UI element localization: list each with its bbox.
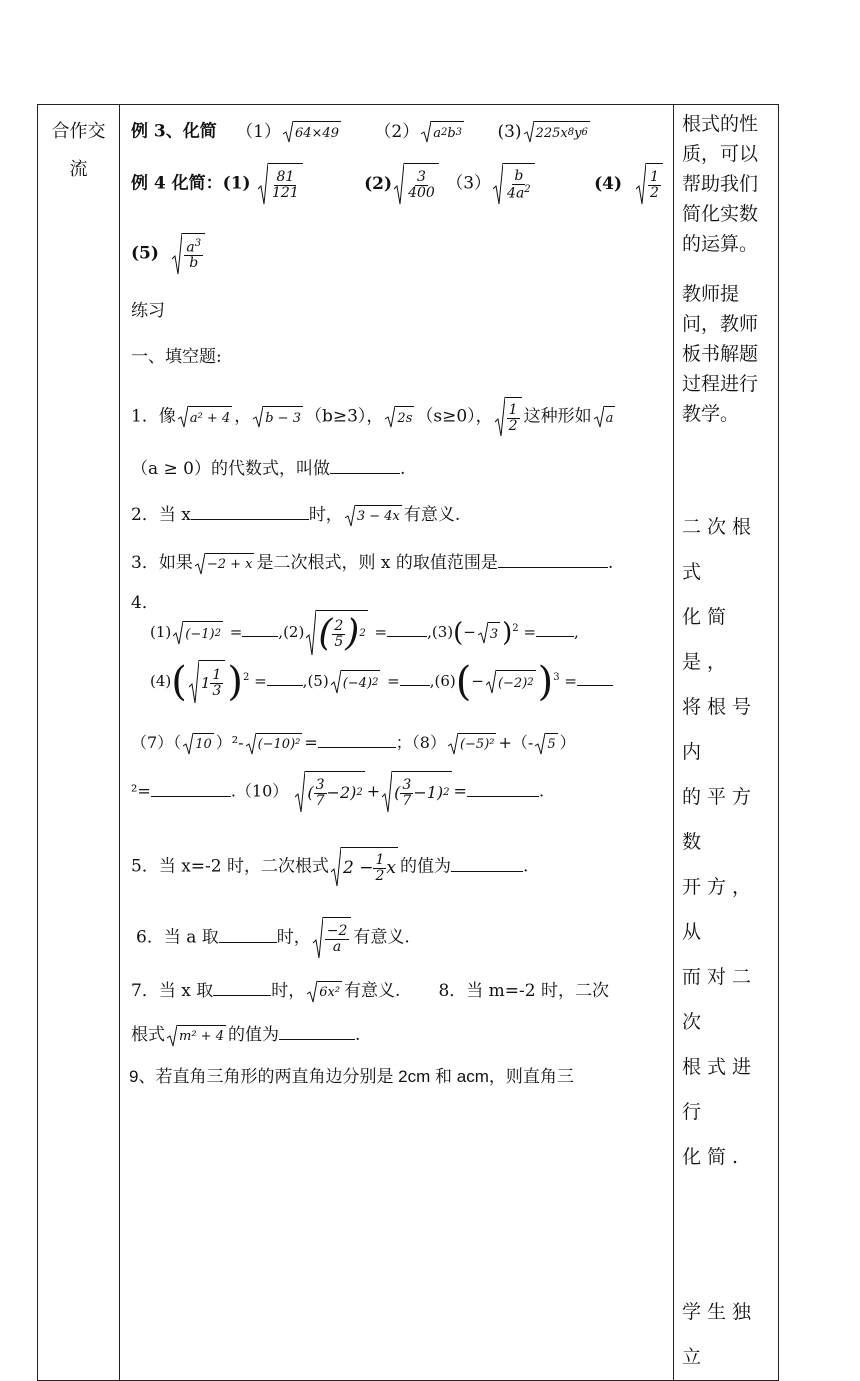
radical: $\frac{1}{2}$: [636, 163, 663, 205]
answer-blank[interactable]: [400, 669, 430, 686]
answer-blank[interactable]: [536, 620, 574, 637]
radical: 2 − $\frac{1}{2}$ x: [331, 847, 398, 887]
question-8-start: 8．当 m=-2 时，二次: [438, 981, 610, 1001]
stage-column: [38, 105, 120, 1381]
example-4-part-5: (5) $\frac{a^3}{b}$: [131, 233, 207, 275]
note-line: 学生独立: [682, 1301, 758, 1368]
radical: (−1) 2: [173, 621, 223, 645]
note-line: 将根号内: [682, 696, 758, 763]
radical: 3 − 4x: [345, 505, 402, 527]
radical: $\frac{-2}{a}$: [313, 917, 352, 959]
note-line: 开方，从: [682, 876, 758, 943]
note-line: 根式进行: [682, 1056, 758, 1123]
answer-blank[interactable]: [498, 551, 608, 568]
radical: 10: [183, 733, 214, 755]
answer-blank[interactable]: [330, 457, 400, 474]
note-line: 的运算。: [682, 233, 759, 255]
content-column: [120, 105, 674, 1381]
question-4-row-1: (1) (−1) 2 = ,(2) ( $\frac{2}{5}$ ) 2 = ,(3)(− 3 )$^2$ = ,: [150, 610, 579, 656]
radical: $\frac{81}{121}$: [258, 163, 303, 205]
note-line: 简化实数: [682, 203, 759, 225]
radical: b − 3: [253, 406, 303, 428]
answer-blank[interactable]: [151, 780, 231, 797]
note-line: 板书解题: [682, 343, 759, 365]
note-student: [682, 1290, 770, 1380]
note-line: 而对二次: [682, 966, 758, 1033]
radical: 5: [535, 733, 557, 755]
radical: $\frac{b}{4a^2}$: [493, 163, 535, 205]
answer-blank[interactable]: [191, 503, 309, 520]
radical: $\frac{a^3}{b}$: [172, 233, 205, 275]
example-4-line: 例 4 化简：(1) $\frac{81}{121}$ (2) $\frac{3}{400}$ （3） $\frac{b}{4a^2}$ (4) $\frac{1}{2}$: [131, 163, 665, 205]
radical: 1 $\frac{1}{3}$: [189, 660, 225, 704]
note-line: 化简.: [682, 1146, 745, 1168]
note-line: 问，教师: [682, 313, 759, 335]
radical: $\frac{3}{400}$: [394, 163, 439, 205]
radical: ( $\frac{3}{7}$ −1) 2: [382, 771, 451, 813]
answer-blank[interactable]: [387, 620, 427, 637]
section-heading: 一、填空题:: [131, 347, 222, 367]
note-line: 二次根式: [682, 516, 758, 583]
question-4-row-2: (4)( 1 $\frac{1}{3}$ )$^2$ = ,(5) (−4) 2 = ,(6)(− (−2) 2 )$^3$ =: [150, 660, 613, 704]
question-7: 7．当 x 取 时， 6x² 有意义. 8．当 m=-2 时，二次: [131, 981, 610, 1001]
note-line: 根式的性: [682, 113, 759, 135]
question-4-item-10: ²= .（10） ( $\frac{3}{7}$ −2) 2 + ( $\frac{3}{7}$ −1) 2 = .: [131, 771, 544, 813]
answer-blank[interactable]: [242, 620, 278, 637]
radical: (−4) 2: [331, 670, 381, 694]
question-5: 5．当 x=-2 时，二次根式 2 − $\frac{1}{2}$ x 的值为 .: [131, 847, 528, 887]
radical: (−5)²: [448, 733, 497, 755]
question-2: 2．当 x 时， 3 − 4x 有意义.: [131, 505, 461, 525]
question-1-line-1: 1．像 a² + 4 ， b − 3 （b≥3）， 2s （s≥0）， $\frac{1}{2}$ 这种形如 a: [131, 397, 617, 437]
question-4-items-7-8: （7）（ 10 ）²- (−10)² = ；（8） (−5)² +（- 5 ）: [131, 731, 576, 755]
note-line: 的平方数: [682, 786, 758, 853]
notes-column: [674, 105, 779, 1381]
question-3: 3．如果 −2 + x 是二次根式，则 x 的取值范围是 .: [131, 553, 614, 573]
example-4-heading: 例 4 化简：(1): [131, 173, 251, 194]
stage-label-line2: 流: [69, 159, 88, 180]
practice-title: 练习: [131, 301, 165, 321]
radical: −2 + x: [195, 553, 255, 575]
answer-blank[interactable]: [451, 855, 523, 872]
radical: (−2) 2: [486, 670, 536, 694]
note-line: 教师提: [682, 283, 740, 305]
answer-blank[interactable]: [467, 780, 539, 797]
note-line: 质，可以: [682, 143, 759, 165]
answer-blank[interactable]: [318, 731, 396, 748]
radical: 2s: [385, 406, 414, 428]
stage-label-line1: 合作交: [51, 121, 106, 142]
example-3-heading: 例 3、化简: [131, 121, 217, 142]
lesson-table: [37, 104, 779, 1381]
radical: ( $\frac{2}{5}$ ) 2: [306, 610, 367, 656]
radical: (−10)²: [246, 733, 303, 755]
note-teacher: [682, 279, 770, 429]
answer-blank[interactable]: [279, 1023, 355, 1040]
note-properties: [682, 109, 770, 259]
radical: $\frac{1}{2}$: [495, 397, 522, 437]
radical: a 2 b 3: [421, 121, 464, 143]
answer-blank[interactable]: [213, 979, 271, 996]
question-6: 6．当 a 取 时， $\frac{-2}{a}$ 有意义.: [136, 917, 410, 959]
note-line: 化简是，: [682, 606, 733, 673]
radical: 3: [478, 622, 500, 644]
answer-blank[interactable]: [219, 926, 277, 943]
example-3-line: 例 3、化简 （1） 64×49 （2） a 2 b 3 (3) 225x 8 y 6: [131, 121, 588, 142]
question-9: 9、若直角三角形的两直角边分别是 2cm 和 acm，则直角三: [129, 1067, 574, 1086]
radical: a: [594, 406, 616, 428]
answer-blank[interactable]: [577, 669, 613, 686]
note-simplify: [682, 505, 770, 1180]
radical: 64×49: [283, 121, 341, 143]
answer-blank[interactable]: [267, 669, 303, 686]
note-line: 教学。: [682, 403, 740, 425]
radical: a² + 4: [178, 406, 232, 428]
question-4-number: 4．: [131, 593, 159, 613]
note-line: 过程进行: [682, 373, 759, 395]
note-line: 帮助我们: [682, 173, 759, 195]
radical: 6x²: [307, 981, 342, 1003]
question-8: 根式 m² + 4 的值为 .: [131, 1025, 361, 1045]
radical: m² + 4: [167, 1025, 226, 1047]
radical: ( $\frac{3}{7}$ −2) 2: [295, 771, 364, 813]
question-1-line-2: （a ≥ 0）的代数式，叫做 .: [131, 459, 406, 479]
radical: 225x 8 y 6: [524, 121, 590, 143]
